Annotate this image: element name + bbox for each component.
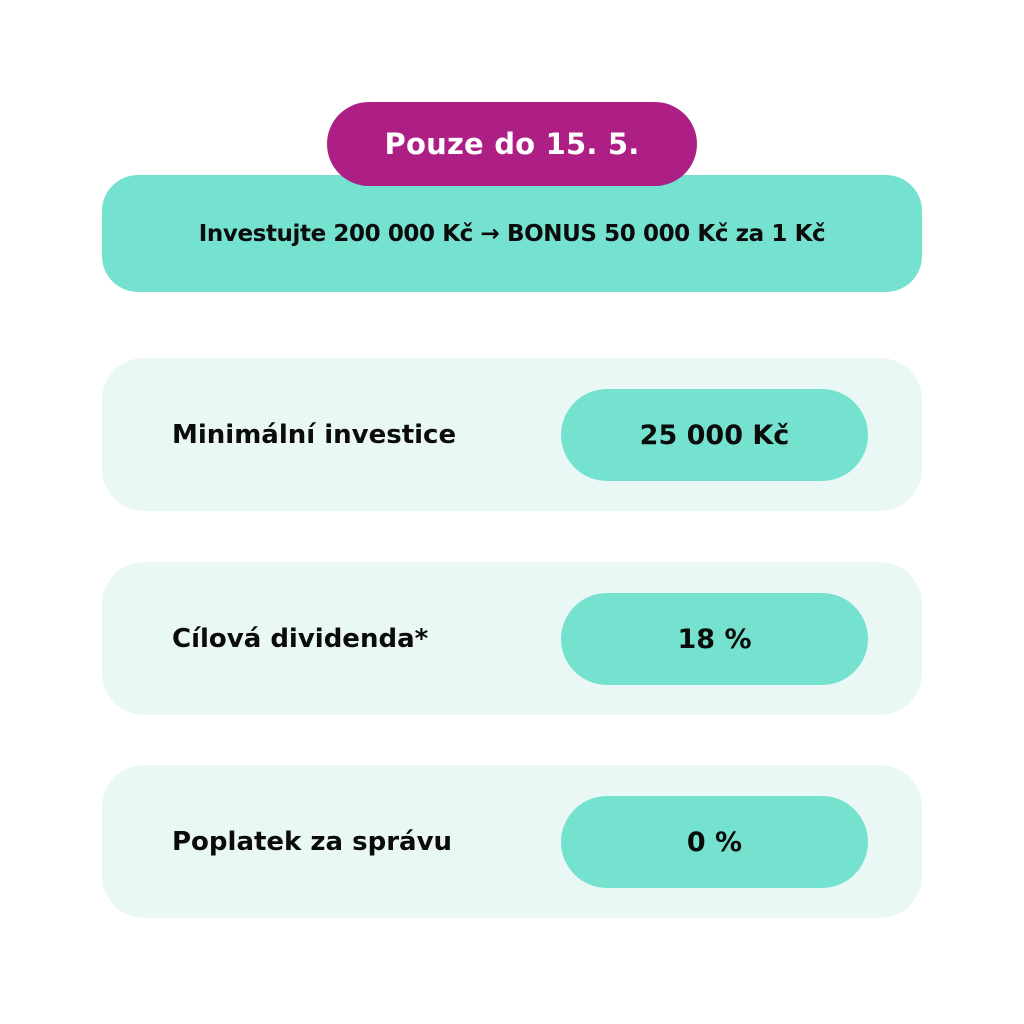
promo-bonus-text: Investujte 200 000 Kč → BONUS 50 000 Kč za 1 Kč xyxy=(198,220,826,247)
info-row-minimum-investment xyxy=(102,358,922,511)
management-fee-value: 0 % xyxy=(561,796,868,888)
info-row-management-fee xyxy=(102,765,922,918)
minimum-investment-label: Minimální investice xyxy=(172,419,457,450)
management-fee-label: Poplatek za správu xyxy=(172,826,453,857)
promo-deadline-badge: Pouze do 15. 5. xyxy=(327,102,697,186)
target-dividend-value: 18 % xyxy=(561,593,868,685)
promo-bonus-banner xyxy=(102,175,922,292)
target-dividend-label: Cílová dividenda* xyxy=(172,623,429,654)
minimum-investment-value: 25 000 Kč xyxy=(561,389,868,481)
info-row-target-dividend xyxy=(102,562,922,715)
